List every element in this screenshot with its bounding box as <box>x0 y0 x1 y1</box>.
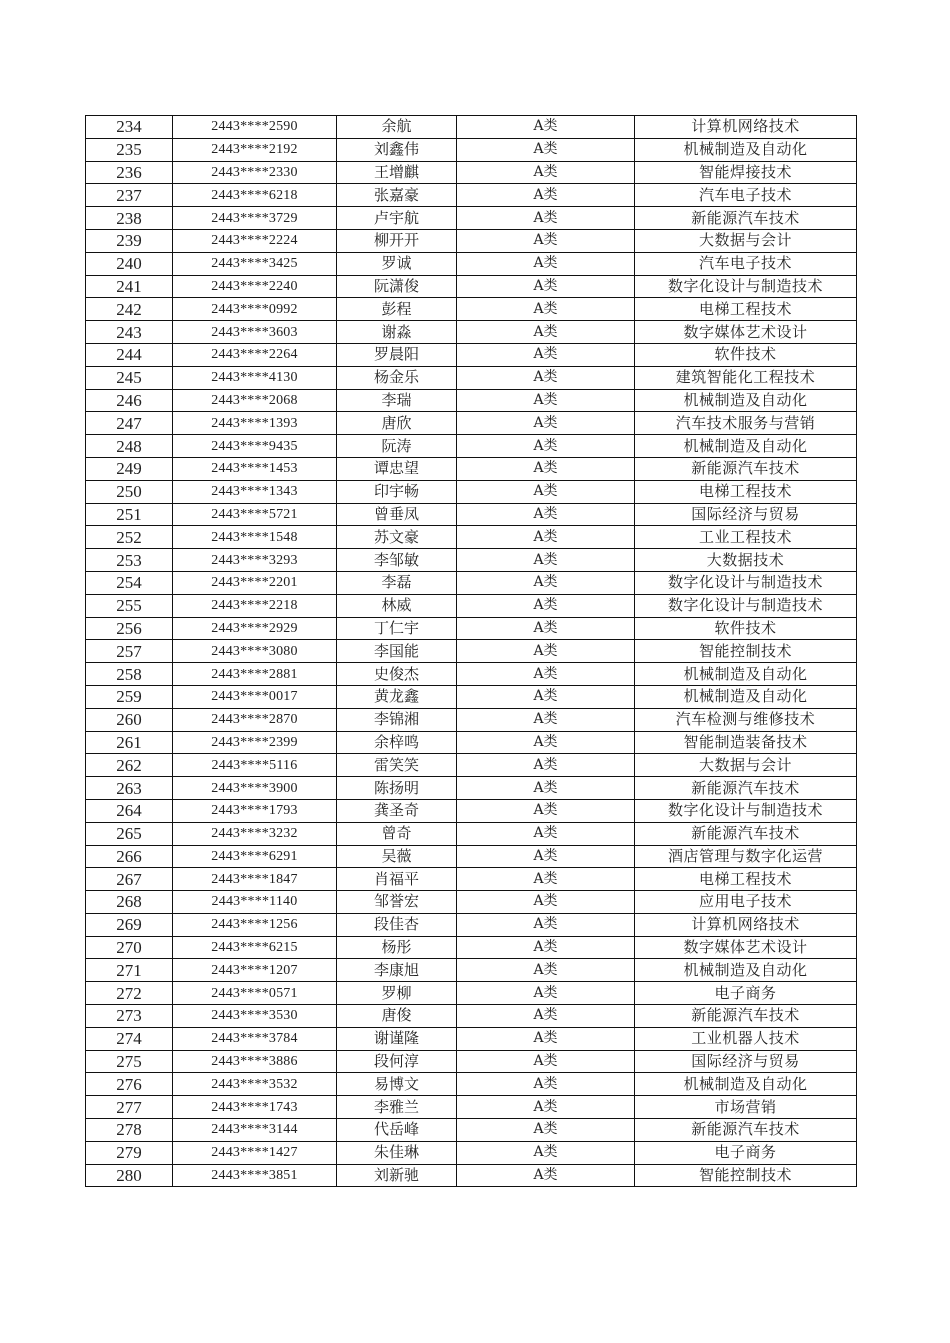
student-name-cell: 卢宇航 <box>337 207 457 230</box>
row-number-cell: 267 <box>86 868 173 891</box>
student-name-cell: 李康旭 <box>337 959 457 982</box>
category-cell: A类 <box>457 1050 635 1073</box>
major-cell: 新能源汽车技术 <box>635 1005 857 1028</box>
major-cell: 工业机器人技术 <box>635 1027 857 1050</box>
category-cell: A类 <box>457 116 635 139</box>
candidate-id-cell: 2443****2068 <box>173 389 337 412</box>
table-row <box>86 275 857 298</box>
category-cell: A类 <box>457 275 635 298</box>
student-name-cell: 曾垂凤 <box>337 503 457 526</box>
major-cell: 应用电子技术 <box>635 891 857 914</box>
table-row <box>86 184 857 207</box>
table-row <box>86 161 857 184</box>
category-cell: A类 <box>457 959 635 982</box>
row-number-cell: 235 <box>86 138 173 161</box>
major-cell: 机械制造及自动化 <box>635 138 857 161</box>
student-name-cell: 曾奇 <box>337 822 457 845</box>
major-cell: 大数据技术 <box>635 549 857 572</box>
table-row <box>86 503 857 526</box>
table-row <box>86 412 857 435</box>
row-number-cell: 237 <box>86 184 173 207</box>
student-name-cell: 唐俊 <box>337 1005 457 1028</box>
student-name-cell: 罗晨阳 <box>337 343 457 366</box>
candidate-id-cell: 2443****2264 <box>173 343 337 366</box>
student-name-cell: 杨金乐 <box>337 366 457 389</box>
row-number-cell: 278 <box>86 1119 173 1142</box>
major-cell: 大数据与会计 <box>635 754 857 777</box>
category-cell: A类 <box>457 480 635 503</box>
table-row <box>86 868 857 891</box>
major-cell: 数字化设计与制造技术 <box>635 571 857 594</box>
row-number-cell: 244 <box>86 343 173 366</box>
candidate-id-cell: 2443****3232 <box>173 822 337 845</box>
candidate-id-cell: 2443****4130 <box>173 366 337 389</box>
table-row <box>86 138 857 161</box>
row-number-cell: 265 <box>86 822 173 845</box>
candidate-id-cell: 2443****3530 <box>173 1005 337 1028</box>
row-number-cell: 249 <box>86 457 173 480</box>
row-number-cell: 242 <box>86 298 173 321</box>
student-name-cell: 龚圣奇 <box>337 799 457 822</box>
student-name-cell: 陈扬明 <box>337 777 457 800</box>
candidate-id-cell: 2443****1343 <box>173 480 337 503</box>
category-cell: A类 <box>457 640 635 663</box>
student-name-cell: 谢谨隆 <box>337 1027 457 1050</box>
table-body <box>86 116 857 1187</box>
candidate-id-cell: 2443****3293 <box>173 549 337 572</box>
candidate-id-cell: 2443****3532 <box>173 1073 337 1096</box>
row-number-cell: 262 <box>86 754 173 777</box>
candidate-id-cell: 2443****1743 <box>173 1096 337 1119</box>
candidate-id-cell: 2443****2330 <box>173 161 337 184</box>
table-row <box>86 549 857 572</box>
category-cell: A类 <box>457 138 635 161</box>
candidate-id-cell: 2443****2399 <box>173 731 337 754</box>
row-number-cell: 243 <box>86 321 173 344</box>
table-row <box>86 891 857 914</box>
table-row <box>86 845 857 868</box>
major-cell: 智能焊接技术 <box>635 161 857 184</box>
student-name-cell: 谭忠望 <box>337 457 457 480</box>
major-cell: 电梯工程技术 <box>635 868 857 891</box>
table-row <box>86 1141 857 1164</box>
table-row <box>86 754 857 777</box>
table-row <box>86 571 857 594</box>
table-row <box>86 936 857 959</box>
major-cell: 机械制造及自动化 <box>635 435 857 458</box>
candidate-id-cell: 2443****9435 <box>173 435 337 458</box>
table-row <box>86 1164 857 1187</box>
student-name-cell: 张嘉豪 <box>337 184 457 207</box>
table-row <box>86 457 857 480</box>
student-name-cell: 余梓鸣 <box>337 731 457 754</box>
row-number-cell: 241 <box>86 275 173 298</box>
row-number-cell: 276 <box>86 1073 173 1096</box>
row-number-cell: 248 <box>86 435 173 458</box>
row-number-cell: 260 <box>86 708 173 731</box>
candidate-id-cell: 2443****2218 <box>173 594 337 617</box>
student-name-cell: 彭程 <box>337 298 457 321</box>
row-number-cell: 272 <box>86 982 173 1005</box>
category-cell: A类 <box>457 298 635 321</box>
candidate-id-cell: 2443****3144 <box>173 1119 337 1142</box>
candidate-id-cell: 2443****3603 <box>173 321 337 344</box>
major-cell: 数字媒体艺术设计 <box>635 936 857 959</box>
student-name-cell: 唐欣 <box>337 412 457 435</box>
candidate-id-cell: 2443****2192 <box>173 138 337 161</box>
candidate-id-cell: 2443****1793 <box>173 799 337 822</box>
row-number-cell: 239 <box>86 229 173 252</box>
candidate-id-cell: 2443****6218 <box>173 184 337 207</box>
candidate-id-cell: 2443****0017 <box>173 685 337 708</box>
candidate-id-cell: 2443****3080 <box>173 640 337 663</box>
row-number-cell: 273 <box>86 1005 173 1028</box>
candidate-id-cell: 2443****3900 <box>173 777 337 800</box>
student-name-cell: 丁仁宇 <box>337 617 457 640</box>
category-cell: A类 <box>457 161 635 184</box>
category-cell: A类 <box>457 435 635 458</box>
student-name-cell: 段佳杏 <box>337 913 457 936</box>
table-row <box>86 389 857 412</box>
table-row <box>86 1050 857 1073</box>
category-cell: A类 <box>457 412 635 435</box>
category-cell: A类 <box>457 822 635 845</box>
row-number-cell: 280 <box>86 1164 173 1187</box>
row-number-cell: 275 <box>86 1050 173 1073</box>
table-row <box>86 1027 857 1050</box>
row-number-cell: 269 <box>86 913 173 936</box>
candidate-id-cell: 2443****2870 <box>173 708 337 731</box>
row-number-cell: 252 <box>86 526 173 549</box>
student-name-cell: 王增麒 <box>337 161 457 184</box>
row-number-cell: 255 <box>86 594 173 617</box>
major-cell: 国际经济与贸易 <box>635 1050 857 1073</box>
row-number-cell: 271 <box>86 959 173 982</box>
table-row <box>86 617 857 640</box>
student-name-cell: 肖福平 <box>337 868 457 891</box>
row-number-cell: 259 <box>86 685 173 708</box>
row-number-cell: 261 <box>86 731 173 754</box>
candidate-id-cell: 2443****5721 <box>173 503 337 526</box>
table-row <box>86 777 857 800</box>
row-number-cell: 253 <box>86 549 173 572</box>
major-cell: 机械制造及自动化 <box>635 685 857 708</box>
major-cell: 电梯工程技术 <box>635 298 857 321</box>
category-cell: A类 <box>457 321 635 344</box>
student-name-cell: 史俊杰 <box>337 663 457 686</box>
major-cell: 酒店管理与数字化运营 <box>635 845 857 868</box>
candidate-id-cell: 2443****2881 <box>173 663 337 686</box>
student-name-cell: 代岳峰 <box>337 1119 457 1142</box>
student-name-cell: 阮涛 <box>337 435 457 458</box>
category-cell: A类 <box>457 184 635 207</box>
table-row <box>86 1119 857 1142</box>
student-name-cell: 易博文 <box>337 1073 457 1096</box>
major-cell: 建筑智能化工程技术 <box>635 366 857 389</box>
table-row <box>86 343 857 366</box>
candidate-id-cell: 2443****3784 <box>173 1027 337 1050</box>
table-row <box>86 708 857 731</box>
category-cell: A类 <box>457 252 635 275</box>
category-cell: A类 <box>457 617 635 640</box>
row-number-cell: 279 <box>86 1141 173 1164</box>
category-cell: A类 <box>457 1164 635 1187</box>
row-number-cell: 274 <box>86 1027 173 1050</box>
row-number-cell: 254 <box>86 571 173 594</box>
student-name-cell: 刘鑫伟 <box>337 138 457 161</box>
major-cell: 机械制造及自动化 <box>635 389 857 412</box>
table-row <box>86 435 857 458</box>
major-cell: 新能源汽车技术 <box>635 207 857 230</box>
candidate-id-cell: 2443****1847 <box>173 868 337 891</box>
major-cell: 计算机网络技术 <box>635 913 857 936</box>
category-cell: A类 <box>457 1119 635 1142</box>
major-cell: 智能制造装备技术 <box>635 731 857 754</box>
category-cell: A类 <box>457 1027 635 1050</box>
candidate-id-cell: 2443****1207 <box>173 959 337 982</box>
student-name-cell: 李国能 <box>337 640 457 663</box>
student-name-cell: 李雅兰 <box>337 1096 457 1119</box>
row-number-cell: 270 <box>86 936 173 959</box>
category-cell: A类 <box>457 845 635 868</box>
student-name-cell: 杨彤 <box>337 936 457 959</box>
table-row <box>86 1073 857 1096</box>
student-name-cell: 余航 <box>337 116 457 139</box>
row-number-cell: 240 <box>86 252 173 275</box>
major-cell: 大数据与会计 <box>635 229 857 252</box>
student-name-cell: 李瑞 <box>337 389 457 412</box>
row-number-cell: 234 <box>86 116 173 139</box>
category-cell: A类 <box>457 685 635 708</box>
student-name-cell: 朱佳琳 <box>337 1141 457 1164</box>
candidate-id-cell: 2443****2929 <box>173 617 337 640</box>
category-cell: A类 <box>457 503 635 526</box>
category-cell: A类 <box>457 229 635 252</box>
category-cell: A类 <box>457 663 635 686</box>
student-name-cell: 刘新驰 <box>337 1164 457 1187</box>
category-cell: A类 <box>457 571 635 594</box>
table-row <box>86 252 857 275</box>
candidate-id-cell: 2443****1140 <box>173 891 337 914</box>
table-row <box>86 1005 857 1028</box>
major-cell: 工业工程技术 <box>635 526 857 549</box>
table-row <box>86 321 857 344</box>
row-number-cell: 258 <box>86 663 173 686</box>
table-row <box>86 959 857 982</box>
row-number-cell: 277 <box>86 1096 173 1119</box>
major-cell: 汽车电子技术 <box>635 184 857 207</box>
student-name-cell: 苏文豪 <box>337 526 457 549</box>
table-row <box>86 731 857 754</box>
row-number-cell: 246 <box>86 389 173 412</box>
major-cell: 新能源汽车技术 <box>635 822 857 845</box>
row-number-cell: 263 <box>86 777 173 800</box>
student-name-cell: 雷笑笑 <box>337 754 457 777</box>
table-row <box>86 480 857 503</box>
student-name-cell: 邹誉宏 <box>337 891 457 914</box>
major-cell: 电子商务 <box>635 982 857 1005</box>
major-cell: 汽车检测与维修技术 <box>635 708 857 731</box>
category-cell: A类 <box>457 457 635 480</box>
major-cell: 电子商务 <box>635 1141 857 1164</box>
major-cell: 市场营销 <box>635 1096 857 1119</box>
row-number-cell: 257 <box>86 640 173 663</box>
category-cell: A类 <box>457 526 635 549</box>
major-cell: 软件技术 <box>635 343 857 366</box>
student-name-cell: 林威 <box>337 594 457 617</box>
category-cell: A类 <box>457 913 635 936</box>
table-row <box>86 640 857 663</box>
candidate-id-cell: 2443****5116 <box>173 754 337 777</box>
student-name-cell: 李锦湘 <box>337 708 457 731</box>
major-cell: 机械制造及自动化 <box>635 1073 857 1096</box>
category-cell: A类 <box>457 982 635 1005</box>
table-row <box>86 822 857 845</box>
row-number-cell: 251 <box>86 503 173 526</box>
table-row <box>86 685 857 708</box>
student-name-cell: 李磊 <box>337 571 457 594</box>
category-cell: A类 <box>457 936 635 959</box>
major-cell: 机械制造及自动化 <box>635 663 857 686</box>
category-cell: A类 <box>457 207 635 230</box>
major-cell: 新能源汽车技术 <box>635 457 857 480</box>
row-number-cell: 236 <box>86 161 173 184</box>
candidate-id-cell: 2443****2590 <box>173 116 337 139</box>
major-cell: 国际经济与贸易 <box>635 503 857 526</box>
category-cell: A类 <box>457 549 635 572</box>
category-cell: A类 <box>457 868 635 891</box>
student-name-cell: 谢淼 <box>337 321 457 344</box>
row-number-cell: 238 <box>86 207 173 230</box>
category-cell: A类 <box>457 731 635 754</box>
student-name-cell: 段何淳 <box>337 1050 457 1073</box>
table-row <box>86 229 857 252</box>
candidate-id-cell: 2443****0571 <box>173 982 337 1005</box>
table-row <box>86 207 857 230</box>
table-row <box>86 1096 857 1119</box>
student-name-cell: 李邹敏 <box>337 549 457 572</box>
major-cell: 汽车电子技术 <box>635 252 857 275</box>
major-cell: 数字化设计与制造技术 <box>635 799 857 822</box>
table-row <box>86 594 857 617</box>
candidate-id-cell: 2443****1393 <box>173 412 337 435</box>
student-name-cell: 黄龙鑫 <box>337 685 457 708</box>
row-number-cell: 268 <box>86 891 173 914</box>
row-number-cell: 256 <box>86 617 173 640</box>
candidate-id-cell: 2443****1427 <box>173 1141 337 1164</box>
major-cell: 智能控制技术 <box>635 1164 857 1187</box>
candidate-id-cell: 2443****3729 <box>173 207 337 230</box>
student-name-cell: 阮潇俊 <box>337 275 457 298</box>
student-name-cell: 柳开开 <box>337 229 457 252</box>
major-cell: 数字化设计与制造技术 <box>635 275 857 298</box>
candidate-id-cell: 2443****0992 <box>173 298 337 321</box>
row-number-cell: 264 <box>86 799 173 822</box>
candidate-id-cell: 2443****6215 <box>173 936 337 959</box>
category-cell: A类 <box>457 1005 635 1028</box>
major-cell: 汽车技术服务与营销 <box>635 412 857 435</box>
table-row <box>86 116 857 139</box>
admission-list-table <box>85 115 857 1187</box>
major-cell: 机械制造及自动化 <box>635 959 857 982</box>
category-cell: A类 <box>457 708 635 731</box>
table-row <box>86 298 857 321</box>
candidate-id-cell: 2443****1453 <box>173 457 337 480</box>
table-row <box>86 799 857 822</box>
table-row <box>86 366 857 389</box>
category-cell: A类 <box>457 343 635 366</box>
candidate-id-cell: 2443****1548 <box>173 526 337 549</box>
category-cell: A类 <box>457 366 635 389</box>
major-cell: 新能源汽车技术 <box>635 777 857 800</box>
student-name-cell: 罗柳 <box>337 982 457 1005</box>
major-cell: 数字媒体艺术设计 <box>635 321 857 344</box>
major-cell: 电梯工程技术 <box>635 480 857 503</box>
major-cell: 数字化设计与制造技术 <box>635 594 857 617</box>
table-row <box>86 913 857 936</box>
category-cell: A类 <box>457 1141 635 1164</box>
row-number-cell: 245 <box>86 366 173 389</box>
category-cell: A类 <box>457 1073 635 1096</box>
category-cell: A类 <box>457 594 635 617</box>
category-cell: A类 <box>457 754 635 777</box>
student-name-cell: 罗诚 <box>337 252 457 275</box>
candidate-id-cell: 2443****3425 <box>173 252 337 275</box>
major-cell: 新能源汽车技术 <box>635 1119 857 1142</box>
category-cell: A类 <box>457 389 635 412</box>
major-cell: 计算机网络技术 <box>635 116 857 139</box>
candidate-id-cell: 2443****6291 <box>173 845 337 868</box>
candidate-id-cell: 2443****3886 <box>173 1050 337 1073</box>
category-cell: A类 <box>457 1096 635 1119</box>
category-cell: A类 <box>457 799 635 822</box>
table-row <box>86 663 857 686</box>
category-cell: A类 <box>457 891 635 914</box>
student-name-cell: 印宇畅 <box>337 480 457 503</box>
major-cell: 智能控制技术 <box>635 640 857 663</box>
table-row <box>86 526 857 549</box>
row-number-cell: 266 <box>86 845 173 868</box>
row-number-cell: 247 <box>86 412 173 435</box>
candidate-id-cell: 2443****2201 <box>173 571 337 594</box>
student-name-cell: 吴薇 <box>337 845 457 868</box>
category-cell: A类 <box>457 777 635 800</box>
row-number-cell: 250 <box>86 480 173 503</box>
table-row <box>86 982 857 1005</box>
candidate-id-cell: 2443****1256 <box>173 913 337 936</box>
candidate-id-cell: 2443****2240 <box>173 275 337 298</box>
major-cell: 软件技术 <box>635 617 857 640</box>
candidate-id-cell: 2443****2224 <box>173 229 337 252</box>
candidate-id-cell: 2443****3851 <box>173 1164 337 1187</box>
